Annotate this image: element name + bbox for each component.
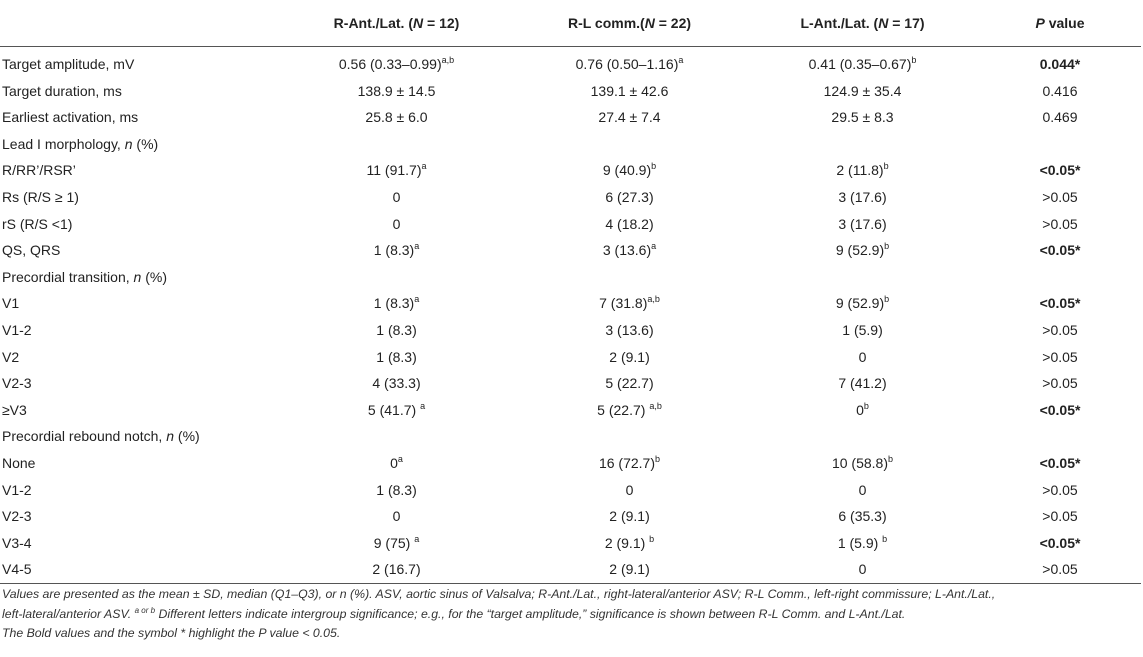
empty-cell [280, 264, 513, 291]
significance-letter: a [397, 453, 403, 464]
p-value-cell: >0.05 [979, 556, 1141, 583]
significance-letter: a [420, 400, 426, 411]
p-value-cell: <0.05* [1039, 162, 1081, 179]
row-label: QS, QRS [2, 242, 61, 259]
data-cell: 0 [858, 348, 867, 365]
p-value-cell: <0.05* [1039, 242, 1081, 259]
footnote-line-2: left-lateral/anterior ASV. $^{a or b}$ Different letters indicate intergroup significance; e.g., for the “target amplitude,” significance is shown between R-L Comm. and L-Ant./Lat. [2, 605, 906, 621]
data-cell: 1 (8.3) [376, 321, 417, 338]
table-row [0, 157, 1141, 184]
empty-cell [746, 264, 979, 291]
column-header-0 [0, 0, 280, 47]
row-label: rS (R/S <1) [2, 215, 73, 232]
row-label: Precordial rebound notch, n (%) [2, 428, 200, 445]
column-header-3: L-Ant./Lat. (N = 17) [746, 0, 979, 47]
empty-cell [513, 131, 746, 158]
row-label: Rs (R/S ≥ 1) [2, 188, 79, 205]
row-label: ≥V3 [2, 401, 27, 418]
data-cell: 10 $(58.8)^b$ [831, 453, 894, 471]
data-cell: 139.1 ± 42.6 [590, 82, 669, 99]
data-cell: 3 (17.6) [838, 215, 887, 232]
table-row [0, 477, 1141, 504]
significance-letter: b [882, 533, 888, 544]
footnote-line-1: Values are presented as the mean ± SD, median (Q1–Q3), or n (%). ASV, aortic sinus of Valsalva; R-Ant./Lat., right-lateral/anterior ASV; R-L Comm., left-right commissure; L-Ant./Lat., [2, 587, 996, 601]
data-cell: 0 [746, 556, 979, 583]
table-footnote [2, 585, 1137, 644]
empty-cell [513, 264, 746, 291]
data-cell: 1 (8.3) [376, 481, 417, 498]
data-cell: 0.56 $(0.33-0.99)^{a,b}$ [338, 55, 455, 72]
p-value-cell: >0.05 [1042, 375, 1078, 392]
significance-letter: b [888, 453, 894, 464]
p-value-cell: <0.05* [1039, 534, 1081, 551]
data-cell: 0 [392, 508, 401, 525]
p-value-cell: <0.05* [1039, 454, 1081, 471]
data-cell: 29.5 ± 8.3 [831, 109, 894, 126]
empty-cell [280, 423, 513, 450]
data-cell: 3 (13.6) [605, 321, 654, 338]
data-cell: 16 $(72.7)^b$ [598, 453, 661, 471]
table-row [0, 397, 1141, 424]
row-label: V2-3 [2, 375, 32, 392]
p-value-cell: >0.05 [1042, 508, 1078, 525]
data-cell: 0.76 $(0.50-1.16)^a$ [575, 55, 684, 72]
empty-cell [746, 131, 979, 158]
table-row [0, 530, 1141, 557]
significance-letter: b [911, 55, 917, 65]
p-value-cell: <0.05* [1039, 401, 1081, 418]
empty-cell [979, 423, 1141, 450]
empty-cell [746, 423, 979, 450]
data-cell: 0 [858, 481, 867, 498]
data-cell: 2 (9.1) [513, 556, 746, 583]
significance-letter: a [414, 533, 420, 544]
empty-cell [280, 131, 513, 158]
data-cell: 0 [392, 215, 401, 232]
table-row [0, 344, 1141, 371]
data-cell: 11 $(91.7)^a$ [366, 161, 427, 179]
table-header [0, 0, 1141, 47]
data-cell: 6 (27.3) [605, 188, 654, 205]
data-cell: 2 (9.1) [609, 348, 650, 365]
data-cell: 4 (33.3) [372, 375, 421, 392]
significance-letter: b [863, 400, 869, 411]
data-cell: 1 (5.9) $^b$ [837, 533, 888, 551]
data-cell: 0$^b$ [856, 400, 869, 418]
significance-letter: b [655, 453, 661, 464]
row-label: R/RR’/RSR’ [2, 162, 76, 179]
section-row [0, 423, 1141, 450]
row-label: V1 [2, 295, 20, 312]
row-label: Earliest activation, ms [2, 109, 139, 126]
data-cell: 1 $(8.3)^a$ [373, 294, 420, 312]
p-value-cell: 0.416 [1042, 82, 1078, 99]
significance-letter: b [884, 294, 890, 305]
row-label: V4-5 [0, 556, 280, 583]
row-label: V1-2 [2, 481, 32, 498]
row-label: Lead I morphology, n (%) [2, 135, 159, 152]
table-body [0, 47, 1141, 584]
data-cell: 3 (17.6) [838, 188, 887, 205]
table-row [0, 290, 1141, 317]
table-row [0, 184, 1141, 211]
footnote-line-3: The Bold values and the symbol * highlight the P value < 0.05. [2, 626, 341, 640]
data-cell: 2 $(11.8)^b$ [836, 161, 889, 179]
data-cell: 138.9 ± 14.5 [357, 82, 436, 99]
column-header-1: R-Ant./Lat. (N = 12) [280, 0, 513, 47]
significance-letter: a [414, 241, 420, 252]
row-label: V2 [2, 348, 20, 365]
data-cell: 2 (9.1) [609, 508, 650, 525]
row-label: V3-4 [2, 534, 32, 551]
row-label: Precordial transition, n (%) [2, 268, 167, 285]
table-row [0, 78, 1141, 105]
column-header-4: P value [979, 0, 1141, 47]
table-row [0, 211, 1141, 238]
data-cell: 27.4 ± 7.4 [598, 109, 661, 126]
data-cell: 6 (35.3) [838, 508, 887, 525]
data-cell: 1 (8.3) [376, 348, 417, 365]
data-cell: 5 (41.7) $^a$ [367, 400, 426, 418]
data-cell: 1 (5.9) [842, 321, 883, 338]
row-label: None [2, 454, 36, 471]
data-cell: 124.9 ± 35.4 [823, 82, 902, 99]
data-cell: 1 $(8.3)^a$ [373, 241, 420, 259]
section-row [0, 131, 1141, 158]
significance-letter: a,b [649, 400, 662, 411]
p-value-cell: 0.469 [1042, 109, 1078, 126]
data-cell: 2 (16.7) [280, 556, 513, 583]
table-row [0, 370, 1141, 397]
data-cell: 5 (22.7) [605, 375, 654, 392]
p-value-cell: >0.05 [1042, 215, 1078, 232]
table-row [0, 104, 1141, 131]
data-cell: 7 (41.2) [838, 375, 887, 392]
significance-letter: a [651, 241, 657, 252]
data-cell: 9 $(52.9)^b$ [835, 241, 890, 259]
row-label: V2-3 [2, 508, 32, 525]
significance-letter: b [883, 161, 889, 172]
data-cell: 3 $(13.6)^a$ [602, 241, 657, 259]
empty-cell [513, 423, 746, 450]
column-header-2: R-L comm.(N = 22) [513, 0, 746, 47]
significance-letter: a [414, 294, 420, 305]
significance-letter: b [651, 161, 657, 172]
data-cell: 5 (22.7) $^{a,b}$ [597, 400, 662, 418]
p-value-cell: >0.05 [1042, 481, 1078, 498]
table-row [0, 237, 1141, 264]
p-value-cell: >0.05 [1042, 348, 1078, 365]
data-cell: 7 $(31.8)^{a,b}$ [599, 294, 660, 312]
p-value-cell: >0.05 [1042, 321, 1078, 338]
table-row [0, 317, 1141, 344]
row-label: Target duration, ms [2, 82, 122, 99]
table-row [0, 556, 1141, 583]
data-cell: 9 (75) $^a$ [373, 533, 420, 551]
empty-cell [979, 264, 1141, 291]
data-cell: 4 (18.2) [605, 215, 654, 232]
p-value-cell: >0.05 [1042, 188, 1078, 205]
significance-letter: a [678, 55, 684, 65]
table-row [0, 47, 1141, 78]
empty-cell [979, 131, 1141, 158]
p-value-cell: <0.05* [1039, 295, 1081, 312]
significance-letter: a [421, 161, 427, 172]
data-cell: 9 $(40.9)^b$ [602, 161, 657, 179]
row-label: V1-2 [2, 321, 32, 338]
row-label: Target amplitude, mV [2, 56, 135, 72]
significance-letter: b [884, 241, 890, 252]
table-row [0, 503, 1141, 530]
data-cell: 25.8 ± 6.0 [365, 109, 428, 126]
p-value-cell: 0.044* [1039, 56, 1081, 72]
significance-letter: a,b [647, 294, 660, 305]
footnote-superscript: a or b [134, 605, 156, 615]
table-row [0, 450, 1141, 477]
data-cell: 2 (9.1) $^b$ [604, 533, 655, 551]
data-cell: 0$^a$ [390, 453, 403, 471]
significance-letter: a,b [441, 55, 455, 65]
data-cell: 0.41 $(0.35-0.67)^b$ [808, 55, 917, 72]
data-cell: 9 $(52.9)^b$ [835, 294, 890, 312]
significance-letter: b [649, 533, 655, 544]
data-cell: 0 [392, 188, 401, 205]
data-cell: 0 [625, 481, 634, 498]
section-row [0, 264, 1141, 291]
